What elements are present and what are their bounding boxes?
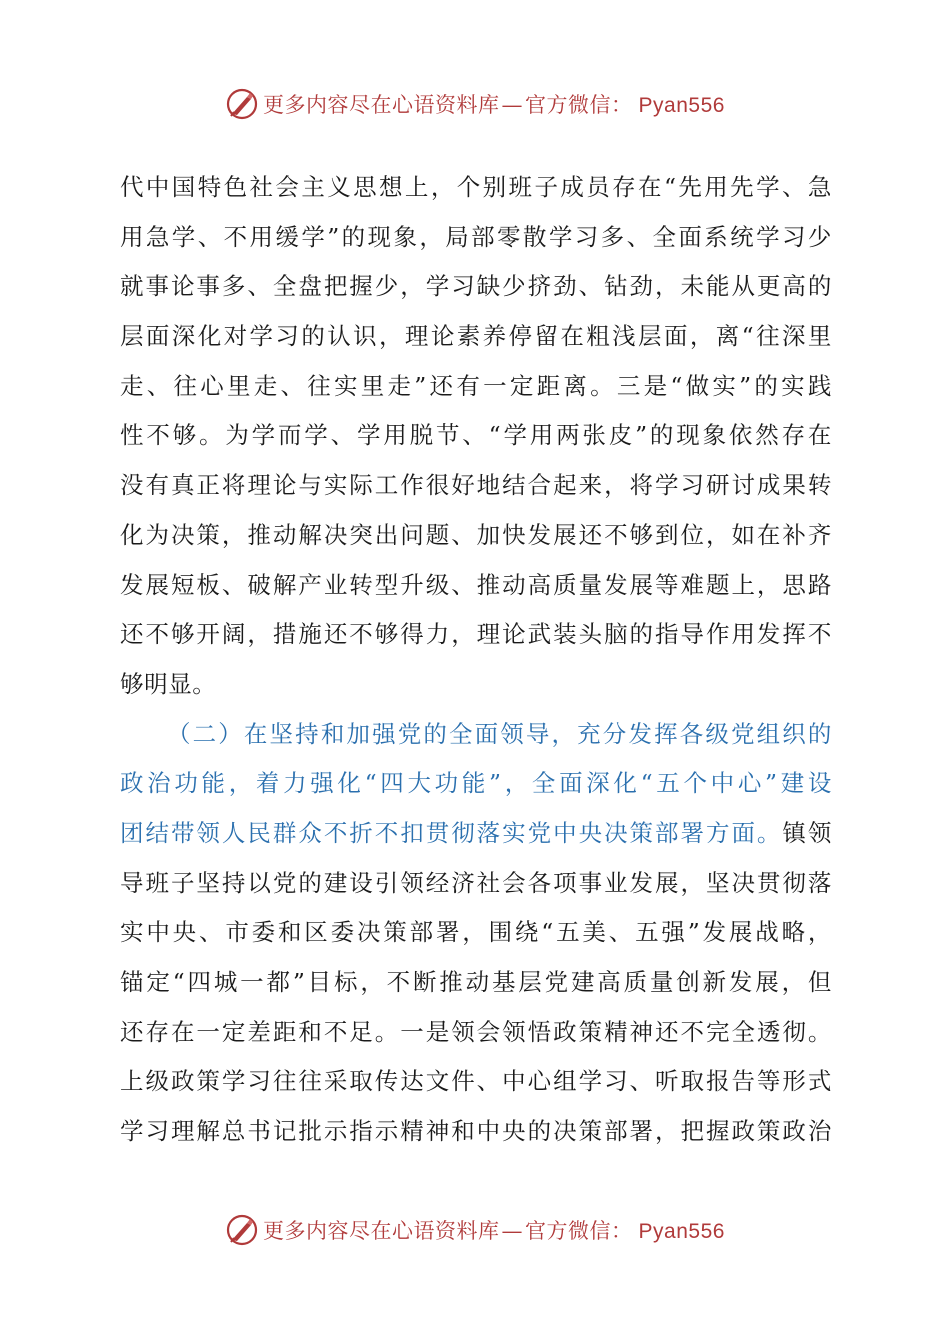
banner-separator: —: [501, 93, 524, 117]
section-heading-line: 政治功能，着力强化“四大功能”，全面深化“五个中心”建设: [120, 769, 832, 798]
paragraph-text: 镇领: [782, 818, 832, 847]
paragraph-line: 走、往心里走、往实里走”还有一定距离。三是“做实”的实践: [120, 371, 832, 400]
section-heading-tail: 团结带领人民群众不折不扣贯彻落实党中央决策部署方面。: [120, 818, 783, 847]
paragraph-line: 导班子坚持以党的建设引领经济社会各项事业发展，坚决贯彻落: [120, 868, 832, 897]
banner-library-name: 更多内容尽在心语资料库: [263, 1219, 500, 1243]
banner-text: [263, 1215, 725, 1245]
paragraph-line: 化为决策，推动解决突出问题、加快发展还不够到位，如在补齐: [120, 520, 832, 549]
paragraph-line: 锚定“四城一都”目标，不断推动基层党建高质量创新发展，但: [120, 968, 832, 996]
paragraph-line: 够明显。: [120, 669, 217, 698]
section-heading-line: （二）在坚持和加强党的全面领导，充分发挥各级党组织的: [167, 719, 832, 748]
paragraph-line: 还存在一定差距和不足。一是领会领悟政策精神还不完全透彻。: [120, 1017, 832, 1046]
paragraph-line: 层面深化对学习的认识，理论素养停留在粗浅层面，离“往深里: [120, 322, 832, 351]
banner-wechat-label: 官方微信：: [525, 93, 633, 117]
paragraph-line: 性不够。为学而学、学用脱节、“学用两张皮”的现象依然存在: [120, 421, 832, 450]
pen-logo-icon: [225, 1213, 259, 1247]
banner-text: [263, 89, 725, 119]
banner-library-name: 更多内容尽在心语资料库: [263, 93, 500, 117]
paragraph-line: 用急学、不用缓学”的现象，局部零散学习多、全面系统学习少: [120, 222, 832, 251]
banner-separator: —: [501, 1219, 524, 1243]
paragraph-line: 发展短板、破解产业转型升级、推动高质量发展等难题上，思路: [120, 570, 832, 599]
paragraph-line: 就事论事多、全盘把握少，学习缺少挤劲、钻劲，未能从更高的: [120, 272, 832, 301]
banner-wechat-id: Pyan556: [638, 1220, 725, 1243]
paragraph-line: 学习理解总书记批示指示精神和中央的决策部署，把握政策政治: [120, 1117, 832, 1146]
footer-watermark-banner: [0, 1210, 950, 1250]
header-watermark-banner: [0, 84, 950, 124]
paragraph-line: 实中央、市委和区委决策部署，围绕“五美、五强”发展战略，: [120, 918, 832, 947]
document-body: [120, 163, 832, 1157]
paragraph-line: 没有真正将理论与实际工作很好地结合起来，将学习研讨成果转: [120, 471, 832, 500]
paragraph-line: 代中国特色社会主义思想上，个别班子成员存在“先用先学、急: [120, 173, 832, 201]
paragraph-line: 上级政策学习往往采取传达文件、中心组学习、听取报告等形式: [120, 1067, 832, 1096]
banner-wechat-label: 官方微信：: [525, 1219, 633, 1243]
banner-wechat-id: Pyan556: [638, 94, 725, 117]
pen-logo-icon: [225, 87, 259, 121]
paragraph-line: 还不够开阔，措施还不够得力，理论武装头脑的指导作用发挥不: [120, 620, 832, 649]
mixed-heading-line: [120, 809, 832, 859]
